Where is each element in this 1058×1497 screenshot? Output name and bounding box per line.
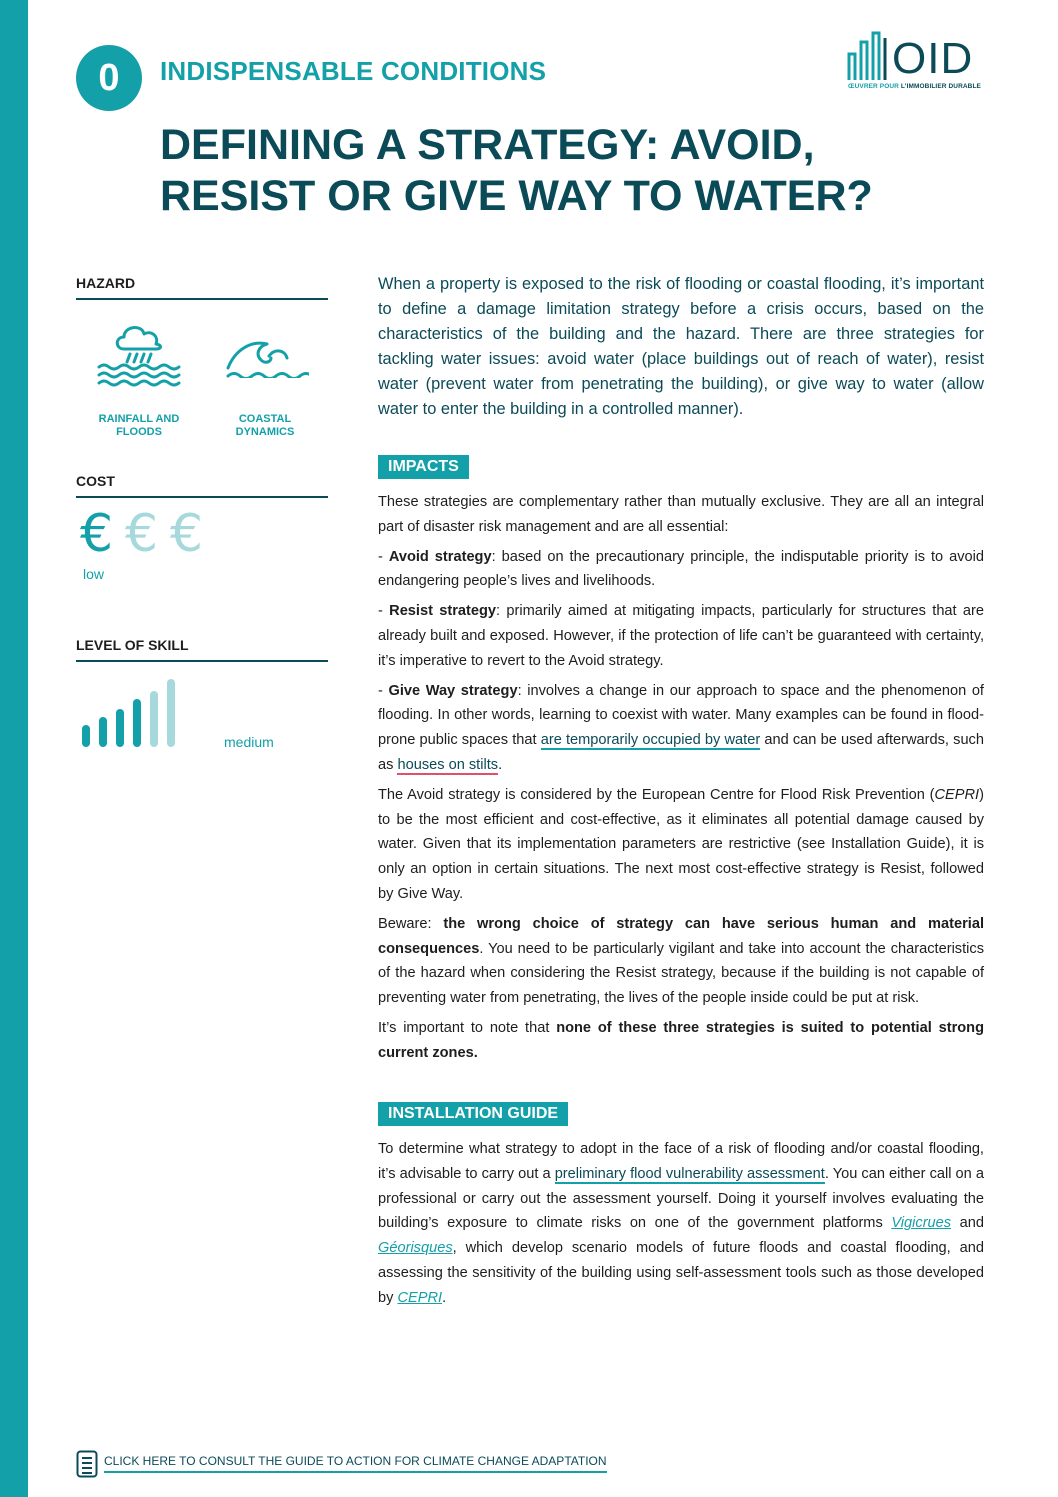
- chapter-label: INDISPENSABLE CONDITIONS: [160, 56, 547, 86]
- cepri-text-2: ) to be the most efficient and cost-effective, as it eliminates all potential damage caused by water. Given that its implementation parameters are restrictive (see Installation Guide), it is only an option in certain situations. The next most cost-effective strategy is Resist, followed by Give Way.: [378, 786, 984, 902]
- giveway-text-3: .: [498, 756, 503, 773]
- impacts-heading: IMPACTS: [378, 455, 469, 479]
- giveway-text-1: : involves a change in our approach to space and the phenomenon of flooding. In other words, learning to coexist with water. Many examples can be found in flood-prone public spaces that: [378, 682, 984, 749]
- hazard-heading: HAZARD: [76, 275, 328, 300]
- beware-paragraph: [378, 912, 984, 1011]
- note-bold: none of these three strategies is suited to potential strong current zones.: [378, 1019, 984, 1061]
- skill-bar-5: [150, 691, 158, 747]
- building-bars-icon: [846, 30, 892, 82]
- impacts-intro: These strategies are complementary rather than mutually exclusive. They are all an integral part of disaster risk management and are all essential:: [378, 494, 984, 535]
- resist-strategy-item: [378, 599, 984, 673]
- hazard-label-coastal-line2: DYNAMICS: [235, 426, 295, 438]
- avoid-strategy-label: Avoid strategy: [388, 548, 492, 565]
- page-title: [160, 120, 1020, 222]
- guide-text-2: . You can either call on a professional or carry out the assessment yourself. Doing it yourself involves evaluating the building’s exposure to climate risks on one of the government platforms: [378, 1165, 984, 1232]
- vigicrues-link[interactable]: Vigicrues: [891, 1215, 952, 1232]
- oid-logo[interactable]: [846, 30, 986, 100]
- note-paragraph: [378, 1016, 984, 1066]
- guide-text-3: and: [951, 1215, 985, 1232]
- note-text-1: It’s important to note that: [378, 1019, 557, 1036]
- avoid-strategy-text: : based on the precautionary principle, the indisputable priority is to avoid endangering people’s lives and livelihoods.: [378, 548, 984, 590]
- beware-text-1: Beware:: [378, 915, 444, 932]
- giveway-strategy-item: [378, 679, 984, 778]
- cepri-text-1: The Avoid strategy is considered by the European Centre for Flood Risk Prevention (: [378, 786, 935, 803]
- side-accent-bar: [0, 0, 28, 1497]
- cepri-paragraph: [378, 783, 984, 907]
- cost-euro-2: €: [125, 504, 159, 564]
- giveway-text-2: and can be used afterwards, such as: [378, 732, 984, 773]
- vulnerability-assessment-link[interactable]: preliminary flood vulnerability assessment: [554, 1165, 825, 1182]
- temporarily-occupied-link[interactable]: are temporarily occupied by water: [540, 732, 761, 749]
- installation-guide-body: [378, 1137, 984, 1316]
- beware-bold: the wrong choice of strategy can have serious human and material consequences: [378, 915, 985, 957]
- logo-tagline-a: ŒUVRER POUR: [848, 83, 901, 90]
- resist-prefix: -: [378, 603, 390, 620]
- cost-euro-3: €: [170, 504, 204, 564]
- hazard-label-rainfall-line1: RAINFALL AND: [98, 413, 180, 425]
- logo-tagline: [848, 83, 981, 90]
- guide-text-5: .: [442, 1289, 447, 1306]
- rain-flood-icon: [96, 322, 184, 388]
- wave-icon: [225, 336, 309, 378]
- beware-text-2: . You need to be particularly vigilant and take into account the characteristics of the hazard when considering the Resist strategy, because if the building is not capable of preventing water from penetrating, the lives of the people inside could be put at risk.: [378, 940, 984, 1007]
- skill-bar-6: [167, 679, 175, 747]
- resist-strategy-label: Resist strategy: [389, 603, 497, 620]
- avoid-strategy-item: [378, 545, 984, 595]
- document-icon: [76, 1450, 98, 1478]
- page-title-line2: RESIST OR GIVE WAY TO WATER?: [160, 172, 873, 220]
- skill-bar-4: [133, 699, 141, 747]
- guide-paragraph: [378, 1137, 984, 1311]
- skill-bar-1: [82, 725, 90, 747]
- hazard-label-coastal: [220, 413, 310, 439]
- skill-heading: LEVEL OF SKILL: [76, 637, 328, 662]
- logo-text: OID: [892, 34, 974, 83]
- resist-strategy-text: : primarily aimed at mitigating impacts, particularly for structures that are already built and exposed. However, if the protection of life can’t be guaranteed with certainty, it’s imperative to revert to the Avoid strategy.: [378, 603, 984, 669]
- georisques-link[interactable]: Géorisques: [378, 1240, 453, 1257]
- page-title-line1: DEFINING A STRATEGY: AVOID,: [160, 121, 815, 169]
- hazard-label-rainfall: [88, 413, 190, 439]
- cost-euro-1: €: [80, 504, 114, 564]
- impacts-body: [378, 490, 984, 1071]
- houses-on-stilts-link[interactable]: houses on stilts: [397, 756, 499, 773]
- cepri-acronym: CEPRI: [934, 786, 980, 803]
- footer-link-text[interactable]: CLICK HERE TO CONSULT THE GUIDE TO ACTION FOR CLIMATE CHANGE ADAPTATION: [104, 1454, 607, 1473]
- cepri-link[interactable]: CEPRI: [397, 1289, 443, 1306]
- cost-heading: COST: [76, 473, 328, 498]
- hazard-label-coastal-line1: COASTAL: [238, 413, 292, 425]
- avoid-prefix: -: [378, 548, 389, 565]
- skill-bar-3: [116, 709, 124, 747]
- cost-value: low: [83, 566, 105, 582]
- guide-text-4: , which develop scenario models of future floods and coastal flooding, and assessing the sensitivity of the building using self-assessment tools such as those developed by: [378, 1240, 984, 1306]
- giveway-prefix: -: [378, 682, 389, 699]
- skill-value: medium: [224, 734, 274, 750]
- logo-tagline-b: L'IMMOBILIER DURABLE: [900, 83, 981, 90]
- chapter-number-badge: 0: [76, 45, 142, 111]
- skill-bar-2: [99, 717, 107, 747]
- guide-text-1: To determine what strategy to adopt in the face of a risk of flooding and/or coastal flooding, it’s advisable to carry out a: [378, 1141, 984, 1182]
- hazard-label-rainfall-line2: FLOODS: [116, 426, 162, 438]
- installation-guide-heading: INSTALLATION GUIDE: [378, 1102, 568, 1126]
- giveway-strategy-label: Give Way strategy: [388, 682, 518, 699]
- intro-paragraph: When a property is exposed to the risk of flooding or coastal flooding, it’s important to define a damage limitation strategy before a crisis occurs, based on the characteristics of the building and the hazard. There are three strategies for tackling water issues: avoid water (place buildings out of reach of water), resist water (prevent water from penetrating the building), or give way to water (allow water to enter the building in a controlled manner).: [378, 275, 984, 418]
